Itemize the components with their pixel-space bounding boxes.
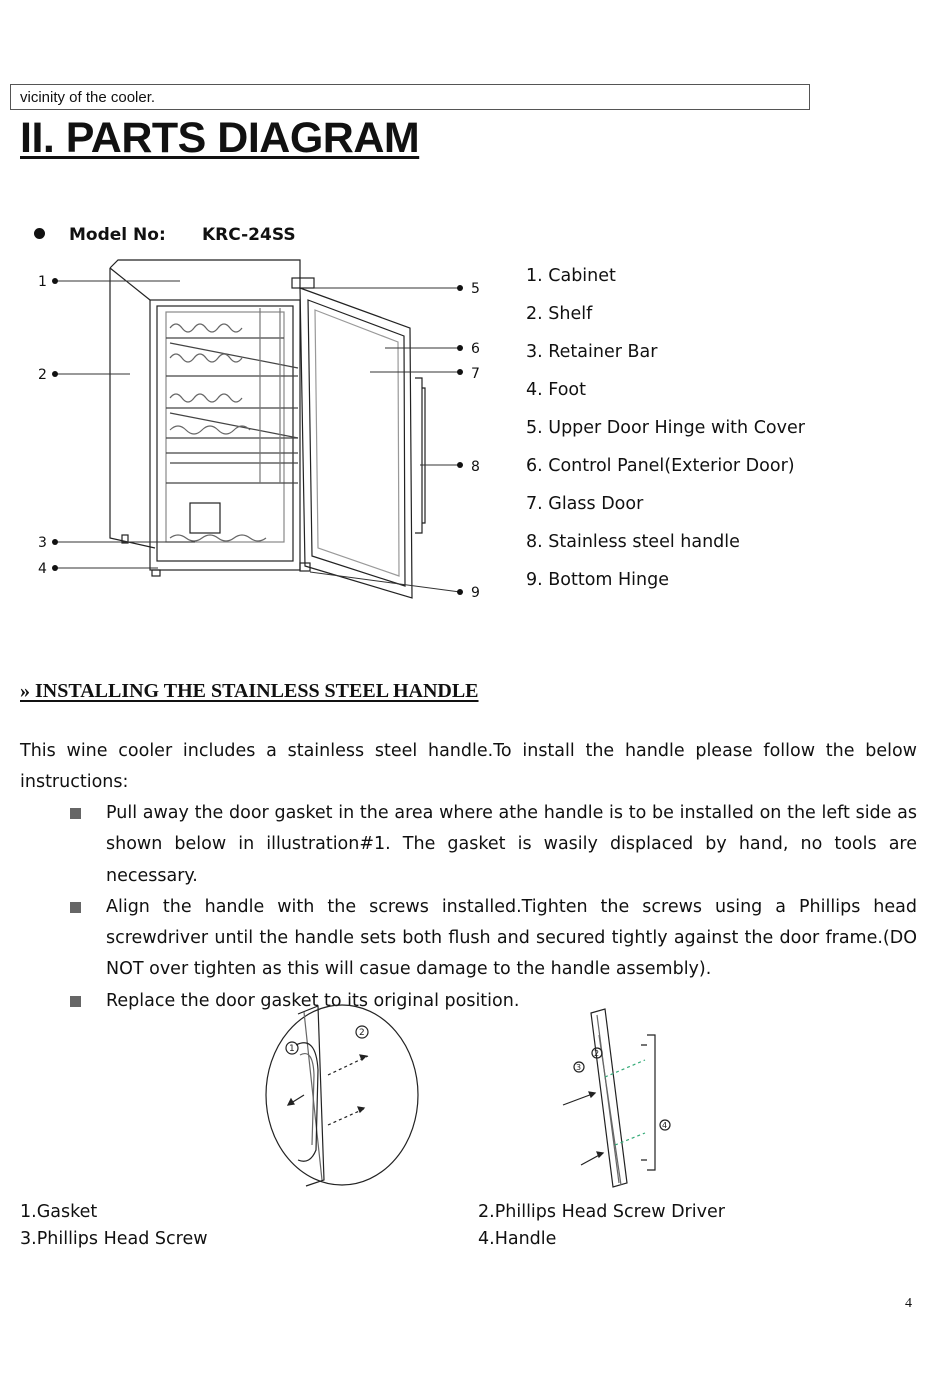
square-bullet-icon bbox=[70, 902, 81, 913]
list-item: 2. Shelf bbox=[526, 304, 593, 324]
legend-item: 1.Gasket bbox=[20, 1202, 98, 1222]
list-item: 4. Foot bbox=[526, 380, 586, 400]
parts-list bbox=[526, 264, 805, 606]
list-item: 5. Upper Door Hinge with Cover bbox=[526, 418, 805, 438]
callout-2: 2 bbox=[38, 367, 47, 383]
callout-5: 5 bbox=[471, 281, 480, 297]
install-step-text: Replace the door gasket to its original position. bbox=[106, 990, 520, 1011]
bullet-icon bbox=[34, 228, 45, 239]
model-label: Model No: bbox=[69, 225, 166, 245]
callout-6: 6 bbox=[471, 341, 480, 357]
square-bullet-icon bbox=[70, 808, 81, 819]
parts-diagram bbox=[30, 248, 490, 608]
model-row bbox=[34, 225, 296, 245]
callout-4: 4 bbox=[38, 561, 47, 577]
page-title: II. PARTS DIAGRAM bbox=[20, 114, 420, 162]
callout-1: 1 bbox=[38, 274, 47, 290]
page-number: 4 bbox=[905, 1296, 912, 1311]
square-bullet-icon bbox=[70, 996, 81, 1007]
illus1-callout-2: 2 bbox=[359, 1028, 365, 1038]
callout-7: 7 bbox=[471, 366, 480, 382]
install-step bbox=[70, 892, 917, 986]
gasket-illustration bbox=[258, 1000, 426, 1190]
callout-3: 3 bbox=[38, 535, 47, 551]
list-item: 8. Stainless steel handle bbox=[526, 532, 740, 552]
install-intro: This wine cooler includes a stainless steel handle.To install the handle please follow the below instructions: bbox=[20, 741, 917, 792]
list-item: 1. Cabinet bbox=[526, 266, 616, 286]
legend-item: 3.Phillips Head Screw bbox=[20, 1229, 208, 1249]
list-item: 6. Control Panel(Exterior Door) bbox=[526, 456, 795, 476]
install-step bbox=[70, 798, 917, 892]
install-heading: » INSTALLING THE STAINLESS STEEL HANDLE bbox=[20, 680, 479, 702]
install-steps bbox=[70, 798, 917, 1017]
install-step bbox=[70, 986, 917, 1017]
install-step-text: Pull away the door gasket in the area where athe handle is to be installed on the left side as shown below in illustration#1. The gasket is wasily displaced by hand, no tools are necessary. bbox=[106, 803, 917, 886]
model-value: KRC-24SS bbox=[202, 225, 296, 245]
illus2-callout-2: 2 bbox=[594, 1049, 600, 1058]
callout-9: 9 bbox=[471, 585, 480, 601]
legend-item: 4.Handle bbox=[478, 1229, 557, 1249]
header-note: vicinity of the cooler. bbox=[10, 84, 810, 110]
list-item: 7. Glass Door bbox=[526, 494, 644, 514]
illus2-callout-3: 3 bbox=[576, 1063, 582, 1072]
handle-illustration bbox=[555, 1005, 685, 1190]
install-step-text: Align the handle with the screws installed.Tighten the screws using a Phillips head screwdriver until the handle sets both flush and secured tightly against the door frame.(DO NOT over tighten as this will casue damage to the handle assembly). bbox=[106, 896, 917, 980]
illus1-callout-1: 1 bbox=[289, 1044, 295, 1054]
list-item: 3. Retainer Bar bbox=[526, 342, 658, 362]
illus2-callout-4: 4 bbox=[662, 1121, 668, 1130]
callout-8: 8 bbox=[471, 459, 480, 475]
legend-item: 2.Phillips Head Screw Driver bbox=[478, 1202, 725, 1222]
list-item: 9. Bottom Hinge bbox=[526, 570, 669, 590]
